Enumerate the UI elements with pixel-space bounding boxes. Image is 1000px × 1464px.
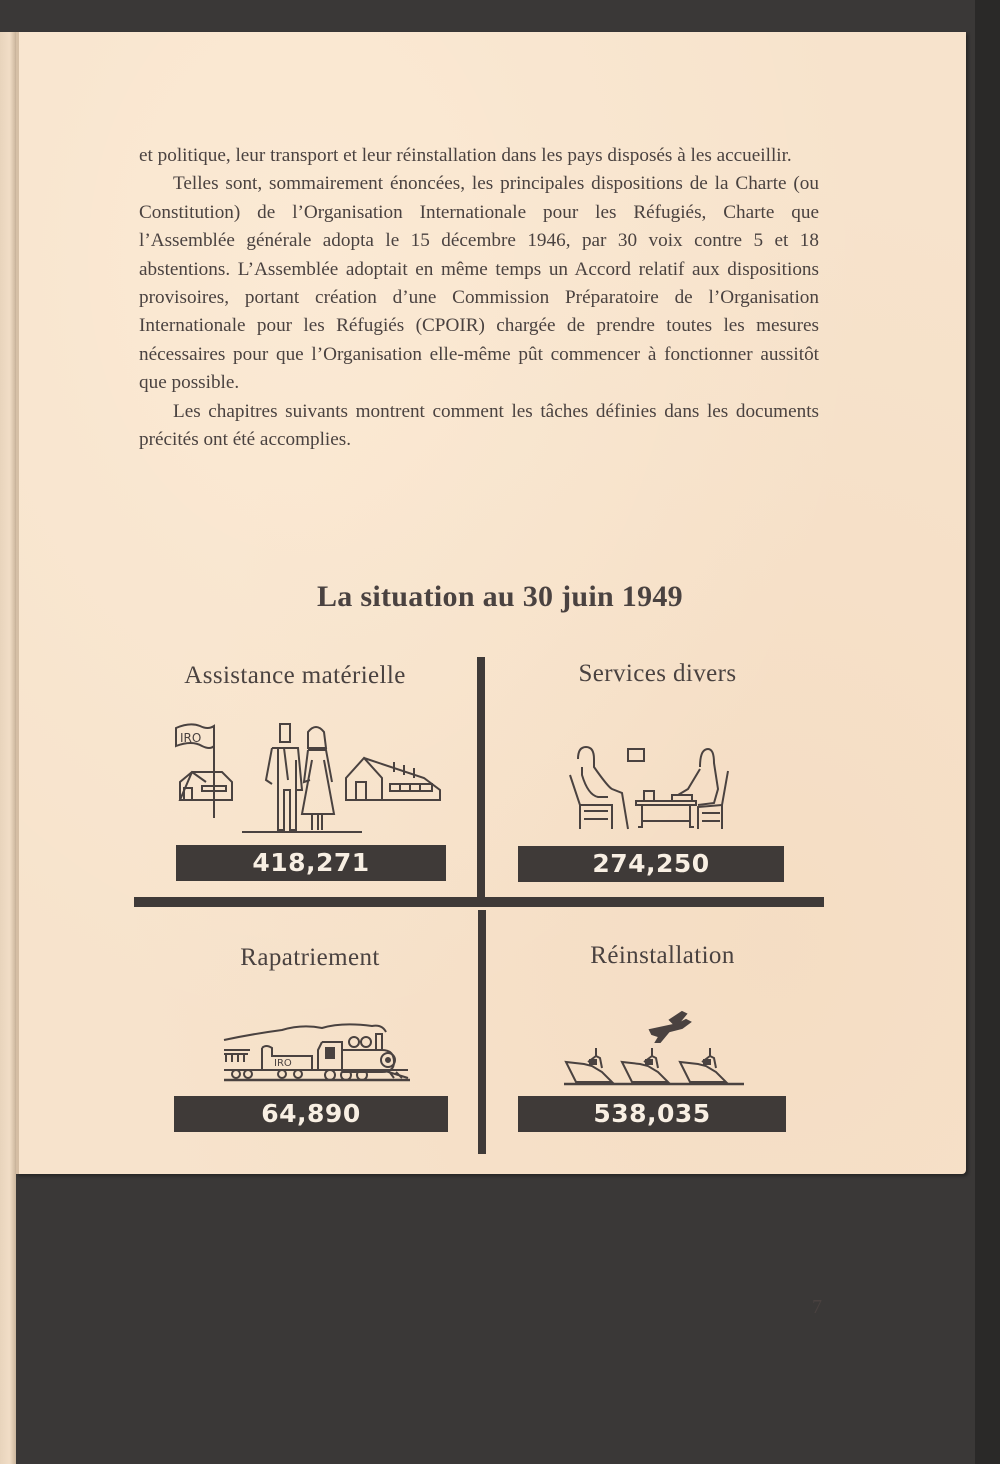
quadrant-label-reinstallation: Réinstallation [590, 942, 735, 969]
interview-desk-icon [568, 745, 733, 835]
quadrant-label-assistance: Assistance matérielle [184, 662, 406, 689]
train-icon [222, 1020, 412, 1082]
paragraph-chapters: Les chapitres suivants montrent comment les tâches définies dans les documents précités ont été accomplies. [139, 400, 819, 451]
vertical-divider-bottom [478, 910, 486, 1154]
paragraph-charter: Telles sont, sommairement énoncées, les principales dispositions de la Charte (ou Constitution) de l’Organisation Internationale pour les Réfugiés, Charte que l’Assemblée générale adopta le 15 décembre 1946, par 30 voix contre 5 et 18 abstentions. L’Assemblée adoptait en même temps un Accord relatif aux dispositions provisoires, portant création d’une Commission Préparatoire de l’Organisation Internationale pour les Réfugiés (CPOIR) chargée de prendre toutes les mesures nécessaires pour que l’Organisation elle-même pût commencer à fonctionner aussitôt que possible. [139, 173, 819, 394]
infographic-title: La situation au 30 juin 1949 [317, 580, 683, 613]
vertical-divider-top [477, 657, 485, 897]
quadrant-label-rapatriement: Rapatriement [240, 944, 380, 971]
horizontal-divider [134, 897, 824, 907]
ships-plane-icon [562, 1010, 747, 1088]
train-flag-text: IRO [274, 1058, 292, 1069]
paragraph-continuation: et politique, leur transport et leur réinstallation dans les pays disposés à les accueillir. [139, 145, 792, 166]
ship-2 [622, 1048, 668, 1082]
quadrant-label-services: Services divers [578, 660, 737, 687]
value-reinstallation: 538,035 [518, 1096, 786, 1132]
value-services: 274,250 [518, 846, 784, 882]
facing-page-edge [0, 32, 16, 1464]
body-text [139, 142, 819, 454]
ship-3 [680, 1048, 726, 1082]
ship-1 [566, 1048, 612, 1082]
scanner-backdrop [975, 0, 1000, 1464]
value-rapatriement: 64,890 [174, 1096, 448, 1132]
value-assistance: 418,271 [176, 845, 446, 881]
page-number: 7 [812, 1296, 822, 1318]
camp-people-icon [172, 720, 442, 835]
flag-text: IRO [180, 731, 202, 745]
